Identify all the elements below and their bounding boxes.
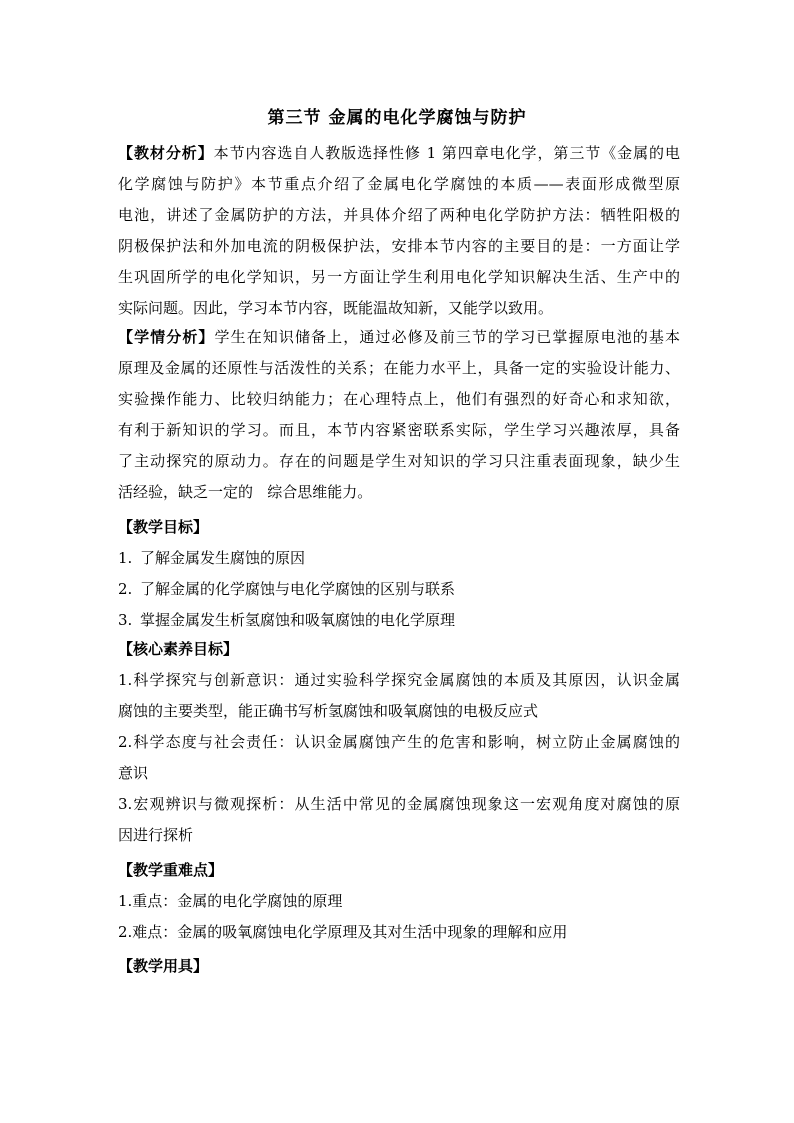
section-heading: 【教材分析】 — [118, 144, 214, 162]
paragraph-line: 2.难点：金属的吸氧腐蚀电化学原理及其对生活中现象的理解和应用 — [118, 923, 568, 941]
section-textbook-analysis — [118, 138, 680, 324]
paragraph-line: 电池，讲述了金属防护的方法，并具体介绍了两种电化学防护方法：牺牲阳极的 — [118, 206, 680, 224]
section-heading: 【核心素养目标】 — [118, 640, 239, 658]
section-core-literacy-objectives — [118, 634, 680, 851]
section-teaching-objectives — [118, 512, 680, 636]
paragraph-line: 腐蚀的主要类型，能正确书写析氢腐蚀和吸氧腐蚀的电极反应式 — [118, 702, 539, 720]
section-heading: 【教学目标】 — [118, 518, 209, 536]
paragraph-line: 实际问题。因此，学习本节内容，既能温故知新，又能学以致用。 — [118, 299, 554, 317]
page-title: 第三节 金属的电化学腐蚀与防护 — [267, 108, 527, 128]
list-item: 2. 了解金属的化学腐蚀与电化学腐蚀的区别与联系 — [118, 580, 456, 598]
paragraph-line: 1.科学探究与创新意识：通过实验科学探究金属腐蚀的本质及其原因，认识金属 — [118, 671, 680, 689]
paragraph-line: 化学腐蚀与防护》本节重点介绍了金属电化学腐蚀的本质——表面形成微型原 — [118, 175, 680, 193]
section-learner-analysis — [118, 322, 680, 508]
paragraph-line: 因进行探析 — [118, 826, 194, 844]
section-teaching-aids — [118, 951, 680, 982]
paragraph-line: 【学情分析】学生在知识储备上，通过必修及前三节的学习已掌握原电池的基本 — [118, 328, 680, 346]
paragraph-line: 2.科学态度与社会责任：认识金属腐蚀产生的危害和影响，树立防止金属腐蚀的 — [118, 733, 680, 751]
paragraph-line: 活经验，缺乏一定的 综合思维能力。 — [118, 483, 373, 501]
section-key-difficult-points — [118, 855, 680, 948]
paragraph-line: 阴极保护法和外加电流的阴极保护法，安排本节内容的主要目的是：一方面让学 — [118, 237, 680, 255]
paragraph-line: 1.重点：金属的电化学腐蚀的原理 — [118, 892, 343, 910]
paragraph-line: 生巩固所学的电化学知识，另一方面让学生利用电化学知识解决生活、生产中的 — [118, 268, 680, 286]
paragraph-line: 了主动探究的原动力。存在的问题是学生对知识的学习只注重表面现象，缺少生 — [118, 452, 680, 470]
paragraph-line: 原理及金属的还原性与活泼性的关系；在能力水平上，具备一定的实验设计能力、 — [118, 359, 680, 377]
paragraph-line: 【教材分析】本节内容选自人教版选择性修 1 第四章电化学，第三节《金属的电 — [118, 144, 680, 162]
list-item: 1. 了解金属发生腐蚀的原因 — [118, 549, 306, 567]
section-heading: 【教学重难点】 — [118, 861, 224, 879]
paragraph-line: 3.宏观辨识与微观探析：从生活中常见的金属腐蚀现象这一宏观角度对腐蚀的原 — [118, 795, 680, 813]
section-heading: 【学情分析】 — [118, 328, 215, 346]
list-item: 3. 掌握金属发生析氢腐蚀和吸氧腐蚀的电化学原理 — [118, 611, 456, 629]
paragraph-line: 意识 — [118, 764, 149, 782]
paragraph-line: 实验操作能力、比较归纳能力；在心理特点上，他们有强烈的好奇心和求知欲， — [118, 390, 680, 408]
paragraph-line: 有利于新知识的学习。而且，本节内容紧密联系实际，学生学习兴趣浓厚，具备 — [118, 421, 680, 439]
section-heading: 【教学用具】 — [118, 957, 209, 975]
